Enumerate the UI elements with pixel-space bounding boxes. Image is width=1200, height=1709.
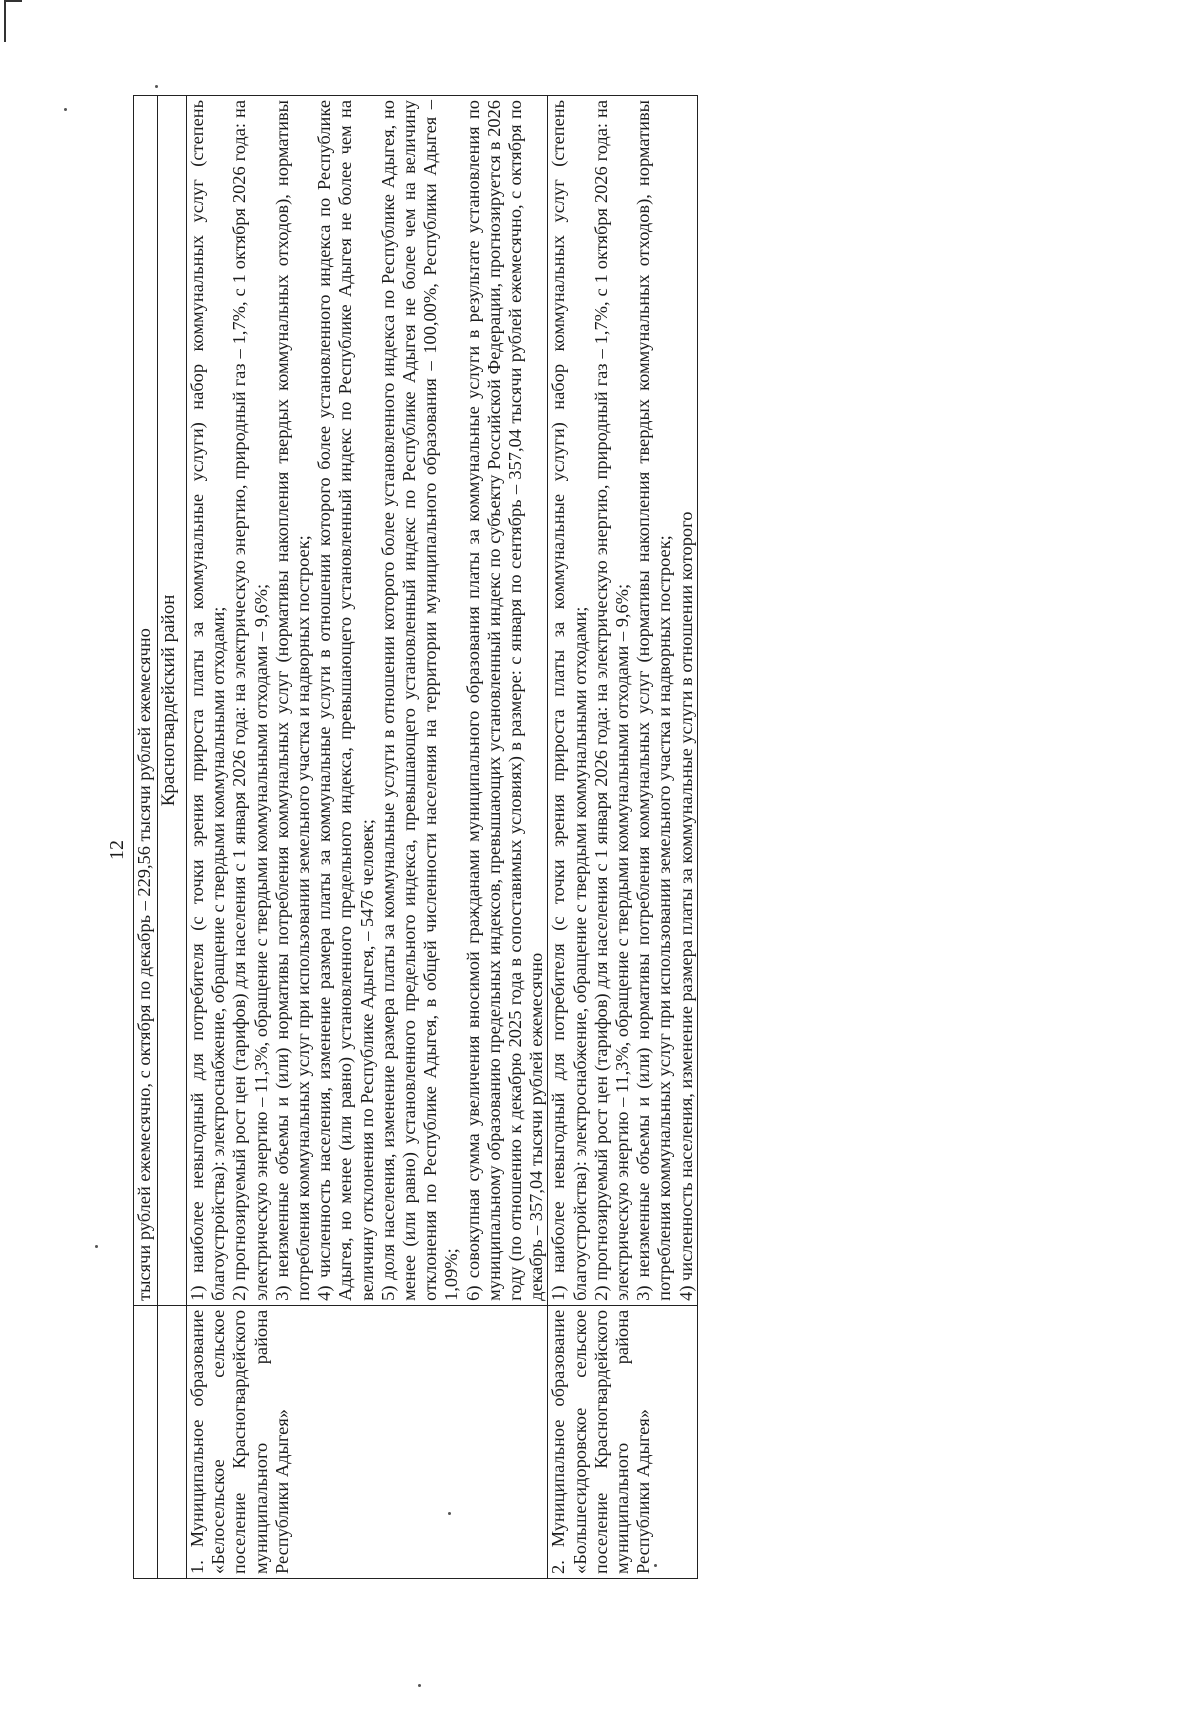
scan-speck — [155, 85, 158, 88]
region-title: Красногвардейский район — [158, 96, 187, 1306]
table-row — [548, 96, 697, 1579]
scan-speck — [64, 108, 67, 111]
condition-item: 3) неизменные объемы и (или) нормативы потребления коммунальных услуг (нормативы накопления твердых коммунальных отходов), нормативы потребления коммунальных услуг при использовании земельного участка и надворных построек; — [633, 100, 675, 1301]
table-row — [187, 96, 548, 1579]
region-empty-cell — [158, 1305, 187, 1578]
indices-table — [133, 95, 698, 1579]
condition-item: 1) наиболее невыгодный для потребителя (с точки зрения прироста платы за коммунальные услуги) набор коммунальных услуг (степень благоустройства): электроснабжение, обращение с твердыми коммунальными отходами; — [548, 100, 590, 1301]
scan-corner-mark — [4, 0, 22, 42]
condition-item: 2) прогнозируемый рост цен (тарифов) для населения с 1 января 2026 года: на электрическую энергию, природный газ – 1,7%, с 1 октября 2026 года: на электрическую энергию – 11,3%, обращение с твердыми коммунальными отходами – 9,6%; — [229, 100, 271, 1301]
condition-item: 1) наиболее невыгодный для потребителя (с точки зрения прироста платы за коммунальные услуги) набор коммунальных услуг (степень благоустройства): электроснабжение, обращение с твердыми коммунальными отходами; — [187, 100, 229, 1301]
condition-item: 3) неизменные объемы и (или) нормативы потребления коммунальных услуг (нормативы накопления твердых коммунальных отходов), нормативы потребления коммунальных услуг при использовании земельного участка и надворных построек; — [271, 100, 314, 1301]
page-number: 12 — [106, 840, 128, 860]
condition-item: 4) численность населения, изменение размера платы за коммунальные услуги в отношении которого более установленного индекса по Республике Адыгея, но менее (или равно) установленного предельного индекса, превышающего установленный индекс по Республике Адыгея не более чем на величину отклонения по Республике Адыгея, – 5476 человек; — [314, 100, 377, 1301]
table-header-row — [134, 96, 158, 1579]
entity-name-cell: 2. Муниципальное образование «Большесидоровское сельское поселение Красногвардейского муниципального района Республики Адыгея» — [548, 1305, 697, 1578]
condition-item: 5) доля населения, изменение размера платы за коммунальные услуги в отношении которого более установленного индекса по Республике Адыгея, но менее (или равно) установленного предельного индекса, превышающего установленный индекс по Республике Адыгея не более чем на величину отклонения по Республике Адыгея, в общей численности населения на территории муниципального образования – 100,00%, Республики Адыгея – 1,09%; — [377, 100, 462, 1301]
header-text-cell: тысячи рублей ежемесячно, с октября по декабрь – 229,56 тысячи рублей ежемесячно — [134, 96, 158, 1306]
scan-speck — [95, 1245, 98, 1248]
header-empty-cell — [134, 1305, 158, 1578]
rotated-table-sheet — [133, 95, 1043, 1579]
entity-name-cell: 1. Муниципальное образование «Белосельское сельское поселение Красногвардейского муниципального района Республики Адыгея» — [187, 1305, 548, 1578]
scan-speck — [418, 1684, 421, 1687]
condition-item: 4) численность населения, изменение размера платы за коммунальные услуги в отношении которого — [675, 511, 696, 1301]
condition-item: 6) совокупная сумма увеличения вносимой гражданами муниципального образования платы за коммунальные услуги в результате установления по муниципальному образованию предельных индексов, превышающих установленный индекс по субъекту Российской Федерации, прогнозируется в 2026 году (по отношению к декабрю 2025 года в сопоставимых условиях) в размере: с января по сентябрь – 357,04 тысячи рублей ежемесячно, с октября по декабрь – 357,04 тысячи рублей ежемесячно — [462, 100, 547, 1301]
conditions-cell — [548, 96, 697, 1306]
conditions-cell — [187, 96, 548, 1306]
region-row — [158, 96, 187, 1579]
condition-item: 2) прогнозируемый рост цен (тарифов) для населения с 1 января 2026 года: на электрическую энергию, природный газ – 1,7%, с 1 октября 2026 года: на электрическую энергию – 11,3%, обращение с твердыми коммунальными отходами – 9,6%; — [590, 100, 633, 1301]
